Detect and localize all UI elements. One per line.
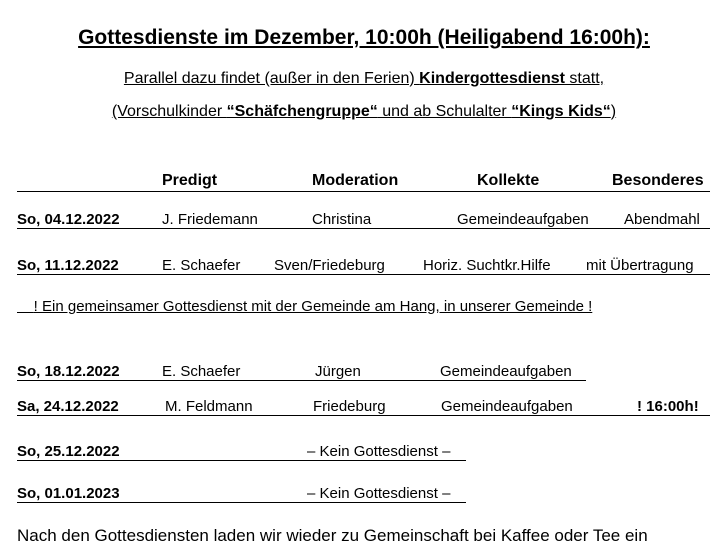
row-kollekte: Gemeindeaufgaben <box>441 398 573 415</box>
row-date: So, 04.12.2022 <box>17 211 120 228</box>
row-no-service: – Kein Gottesdienst – <box>307 485 451 502</box>
subtitle2-mid: und ab Schulalter <box>377 103 512 120</box>
row-kollekte: Horiz. Suchtkr.Hilfe <box>423 257 551 274</box>
row-kollekte: Gemeindeaufgaben <box>440 363 572 380</box>
row-date: So, 11.12.2022 <box>17 257 119 274</box>
subtitle2-pre: (Vorschulkinder <box>111 103 227 120</box>
row-moderation: Jürgen <box>315 363 361 380</box>
row-moderation: Sven/Friedeburg <box>274 257 385 274</box>
row-moderation: Christina <box>312 211 372 228</box>
row-rule <box>17 415 710 416</box>
note-text: ! Ein gemeinsamer Gottesdienst mit der Gemeinde am Hang, in unserer Gemeinde ! <box>33 298 593 315</box>
row-rule <box>17 274 710 275</box>
row-besonderes: ! 16:00h! <box>637 398 699 415</box>
subtitle1-bold: Kindergottesdienst <box>419 70 565 87</box>
row-rule <box>17 380 586 381</box>
row-predigt: J. Friedemann <box>162 211 258 228</box>
row-predigt: E. Schaefer <box>162 363 241 380</box>
subtitle-groups <box>0 103 728 121</box>
row-no-service: – Kein Gottesdienst – <box>307 443 451 460</box>
page-title: Gottesdienste im Dezember, 10:00h (Heiligabend 16:00h): <box>78 26 650 49</box>
row-rule <box>17 228 710 229</box>
footer-text: Nach den Gottesdiensten laden wir wieder zu Gemeinschaft bei Kaffee oder Tee ein <box>17 526 648 545</box>
subtitle1-pre: Parallel dazu findet (außer in den Ferien) <box>123 70 420 87</box>
row-rule <box>17 502 466 503</box>
row-besonderes: mit Übertragung <box>586 257 694 274</box>
row-rule <box>17 460 466 461</box>
row-predigt: M. Feldmann <box>165 398 253 415</box>
column-header-kollekte: Kollekte <box>477 172 540 189</box>
subtitle1-post: statt, <box>564 70 605 87</box>
subtitle-children-service <box>0 70 728 88</box>
subtitle2-bold2: “Kings Kids“ <box>511 103 611 120</box>
row-kollekte: Gemeindeaufgaben <box>457 211 589 228</box>
header-rule <box>17 191 710 192</box>
column-header-besonderes: Besonderes <box>612 172 704 189</box>
subtitle2-post: ) <box>610 103 617 120</box>
row-date: So, 01.01.2023 <box>17 485 120 502</box>
column-header-moderation: Moderation <box>312 172 399 189</box>
row-date: Sa, 24.12.2022 <box>17 398 119 415</box>
joint-service-note <box>17 298 592 315</box>
row-date: So, 18.12.2022 <box>17 363 120 380</box>
column-header-predigt: Predigt <box>162 172 218 189</box>
row-predigt: E. Schaefer <box>162 257 241 274</box>
subtitle2-bold1: “Schäfchengruppe“ <box>226 103 378 120</box>
row-moderation: Friedeburg <box>313 398 386 415</box>
row-besonderes: Abendmahl <box>624 211 700 228</box>
row-date: So, 25.12.2022 <box>17 443 120 460</box>
